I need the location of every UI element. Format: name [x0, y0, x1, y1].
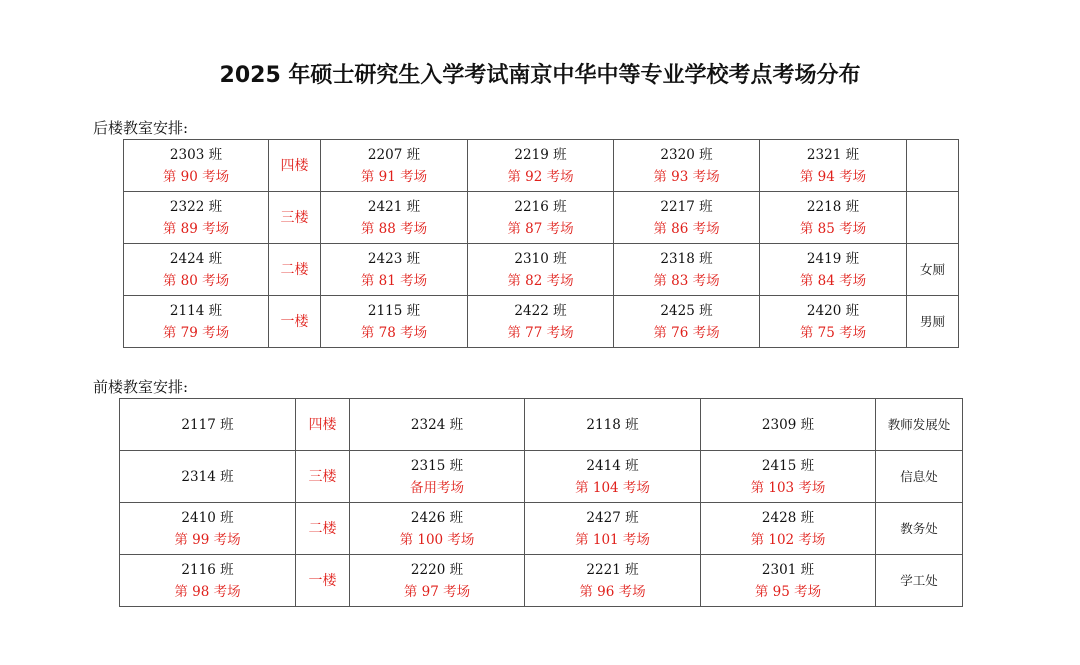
- exam-room-label: 第 87 考场: [507, 220, 574, 237]
- first-classroom-cell: [124, 244, 269, 296]
- classroom-cell: [468, 192, 614, 244]
- classroom-cell: [321, 244, 468, 296]
- exam-room-label: 第 76 考场: [653, 324, 720, 341]
- classroom-cell: [468, 244, 614, 296]
- front-building-heading: 前楼教室安排:: [93, 378, 189, 396]
- exam-room-label: 第 80 考场: [162, 272, 230, 289]
- floor-label: 二楼: [296, 503, 350, 555]
- class-label: 2428 班: [761, 509, 815, 526]
- classroom-cell: [701, 451, 876, 503]
- class-label: 2423 班: [367, 250, 421, 267]
- side-room-label: 教务处: [876, 503, 963, 555]
- exam-room-label: 第 101 考场: [575, 531, 650, 548]
- class-label: 2322 班: [169, 198, 223, 215]
- first-classroom-cell: [120, 399, 296, 451]
- classroom-cell: [468, 296, 614, 348]
- class-label: 2422 班: [514, 302, 567, 319]
- table-row: [124, 296, 959, 348]
- floor-label: 四楼: [296, 399, 350, 451]
- classroom-cell: [701, 555, 876, 607]
- exam-room-label: 第 94 考场: [799, 168, 867, 185]
- back-building-table: [123, 139, 959, 348]
- classroom-cell: [760, 192, 907, 244]
- class-label: 2117 班: [181, 416, 234, 433]
- exam-room-label: 第 100 考场: [399, 531, 475, 548]
- class-label: 2318 班: [660, 250, 713, 267]
- page-title: 2025 年硕士研究生入学考试南京中华中等专业学校考点考场分布: [219, 63, 861, 88]
- exam-room-label: 第 89 考场: [162, 220, 230, 237]
- exam-room-label: 第 81 考场: [360, 272, 428, 289]
- class-label: 2421 班: [367, 198, 421, 215]
- class-label: 2221 班: [586, 561, 639, 578]
- class-label: 2324 班: [410, 416, 464, 433]
- classroom-cell: [525, 555, 701, 607]
- table-row: [120, 451, 963, 503]
- class-label: 2321 班: [806, 146, 860, 163]
- class-label: 2115 班: [367, 302, 421, 319]
- exam-room-label: 第 79 考场: [162, 324, 230, 341]
- classroom-cell: [525, 503, 701, 555]
- floor-label: 三楼: [269, 192, 321, 244]
- class-label: 2303 班: [169, 146, 223, 163]
- class-label: 2425 班: [660, 302, 713, 319]
- exam-room-label: 第 98 考场: [174, 583, 241, 600]
- class-label: 2419 班: [806, 250, 860, 267]
- table-row: [124, 140, 959, 192]
- exam-room-label: 第 92 考场: [507, 168, 574, 185]
- class-label: 2116 班: [181, 561, 234, 578]
- floor-label: 四楼: [269, 140, 321, 192]
- class-label: 2301 班: [761, 561, 815, 578]
- classroom-cell: [350, 503, 525, 555]
- exam-room-label: 第 95 考场: [754, 583, 822, 600]
- exam-room-label: 第 93 考场: [653, 168, 720, 185]
- classroom-cell: [614, 296, 760, 348]
- class-label: 2309 班: [761, 416, 815, 433]
- first-classroom-cell: [120, 503, 296, 555]
- side-room-label: [907, 140, 959, 192]
- front-building-table: [119, 398, 963, 607]
- classroom-cell: [701, 503, 876, 555]
- classroom-cell: [350, 555, 525, 607]
- exam-room-label: 第 82 考场: [507, 272, 574, 289]
- side-room-label: 教师发展处: [876, 399, 963, 451]
- classroom-cell: [760, 244, 907, 296]
- exam-room-label: 第 102 考场: [750, 531, 826, 548]
- classroom-cell: [321, 296, 468, 348]
- side-room-label: [907, 192, 959, 244]
- table-row: [120, 555, 963, 607]
- class-label: 2207 班: [367, 146, 421, 163]
- floor-label: 二楼: [269, 244, 321, 296]
- side-room-label: 学工处: [876, 555, 963, 607]
- side-room-label: 男厕: [907, 296, 959, 348]
- exam-room-label: 备用考场: [410, 479, 464, 496]
- class-label: 2314 班: [181, 468, 234, 485]
- exam-room-label: 第 75 考场: [799, 324, 867, 341]
- class-label: 2420 班: [806, 302, 860, 319]
- first-classroom-cell: [120, 451, 296, 503]
- floor-label: 三楼: [296, 451, 350, 503]
- table-row: [120, 399, 963, 451]
- class-label: 2320 班: [660, 146, 713, 163]
- first-classroom-cell: [124, 140, 269, 192]
- class-label: 2219 班: [514, 146, 567, 163]
- side-room-label: 女厕: [907, 244, 959, 296]
- class-label: 2220 班: [410, 561, 464, 578]
- first-classroom-cell: [124, 192, 269, 244]
- classroom-cell: [760, 140, 907, 192]
- classroom-cell: [614, 192, 760, 244]
- floor-label: 一楼: [296, 555, 350, 607]
- classroom-cell: [760, 296, 907, 348]
- class-label: 2217 班: [660, 198, 713, 215]
- class-label: 2114 班: [169, 302, 223, 319]
- back-building-heading: 后楼教室安排:: [93, 119, 189, 137]
- classroom-cell: [614, 244, 760, 296]
- classroom-cell: [701, 399, 876, 451]
- classroom-cell: [350, 451, 525, 503]
- classroom-cell: [350, 399, 525, 451]
- class-label: 2218 班: [806, 198, 860, 215]
- side-room-label: 信息处: [876, 451, 963, 503]
- class-label: 2426 班: [410, 509, 464, 526]
- exam-room-label: 第 83 考场: [653, 272, 720, 289]
- classroom-cell: [614, 140, 760, 192]
- table-row: [124, 192, 959, 244]
- exam-room-label: 第 103 考场: [750, 479, 826, 496]
- class-label: 2424 班: [169, 250, 223, 267]
- exam-room-label: 第 77 考场: [507, 324, 574, 341]
- class-label: 2216 班: [514, 198, 567, 215]
- exam-room-label: 第 90 考场: [162, 168, 230, 185]
- first-classroom-cell: [124, 296, 269, 348]
- exam-room-label: 第 86 考场: [653, 220, 720, 237]
- exam-room-label: 第 78 考场: [360, 324, 428, 341]
- class-label: 2310 班: [514, 250, 567, 267]
- class-label: 2415 班: [761, 457, 815, 474]
- class-label: 2414 班: [586, 457, 639, 474]
- class-label: 2118 班: [586, 416, 639, 433]
- exam-room-label: 第 96 考场: [579, 583, 646, 600]
- exam-room-label: 第 85 考场: [799, 220, 867, 237]
- classroom-cell: [321, 140, 468, 192]
- exam-room-label: 第 99 考场: [174, 531, 241, 548]
- classroom-cell: [468, 140, 614, 192]
- exam-room-label: 第 91 考场: [360, 168, 428, 185]
- class-label: 2315 班: [410, 457, 464, 474]
- exam-room-label: 第 104 考场: [575, 479, 650, 496]
- exam-room-label: 第 88 考场: [360, 220, 428, 237]
- table-row: [120, 503, 963, 555]
- class-label: 2410 班: [181, 509, 234, 526]
- classroom-cell: [525, 399, 701, 451]
- classroom-cell: [525, 451, 701, 503]
- exam-room-label: 第 97 考场: [403, 583, 471, 600]
- floor-label: 一楼: [269, 296, 321, 348]
- classroom-cell: [321, 192, 468, 244]
- table-row: [124, 244, 959, 296]
- first-classroom-cell: [120, 555, 296, 607]
- class-label: 2427 班: [586, 509, 639, 526]
- exam-room-label: 第 84 考场: [799, 272, 867, 289]
